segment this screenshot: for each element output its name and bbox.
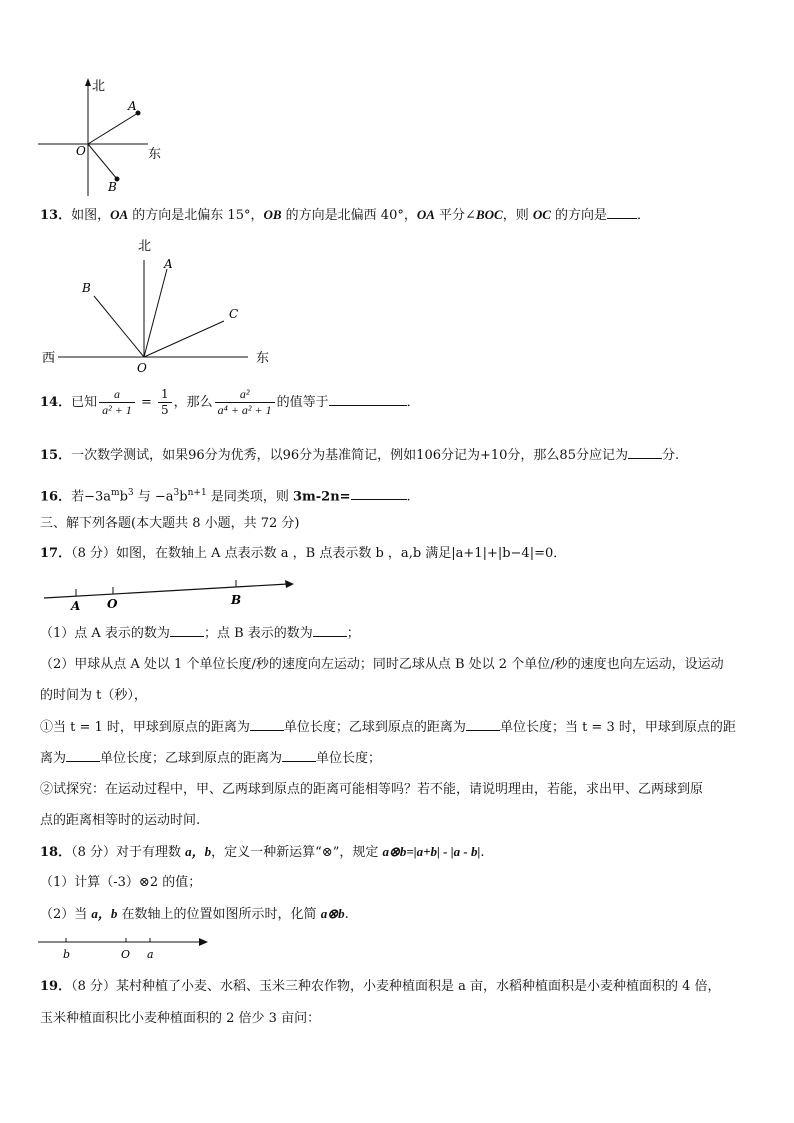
label-north: 北 [138,239,152,254]
number-line-q18 [36,932,216,966]
label-north: 北 [92,79,106,94]
ray-oc [144,321,224,357]
label-east: 东 [256,351,270,366]
compass-figure-q12 [30,70,180,200]
answer-blank [313,624,347,637]
axis-arrow [285,580,294,588]
fraction-2: $\frac{1}{5}$ [158,387,172,418]
question-17-c2-l2: 点的距离相等时的运动时间. [40,813,201,828]
ray-ob [94,296,144,357]
label-a: a [147,948,154,961]
question-17-c1-l2: 离为 单位长度；乙球到原点的距离为 单位长度； [40,751,382,766]
question-18-stem: 18．（8 分）对于有理数 a，b，定义一种新运算“⊗”，规定 a⊗b=|a+b| - |a - b|. [40,844,485,860]
answer-blank [250,718,284,731]
label-b: b [63,948,71,961]
label-east: 东 [148,147,162,162]
question-15: 15．一次数学测试，如果96分为优秀，以96分为基准简记，例如106分记为+10分，那么85分应记为 分. [40,448,680,463]
direction-figure-q13 [36,234,286,374]
label-c: C [229,307,239,321]
answer-blank [466,718,500,731]
label-o: O [76,144,86,158]
question-19-l2: 玉米种植面积比小麦种植面积的 2 倍少 3 亩问： [40,1011,321,1026]
label-west: 西 [42,351,56,366]
question-17-c2-l1: ②试探究：在运动过程中，甲、乙两球到原点的距离可能相等吗？若不能，请说明理由，若能，求出甲、乙两球到原 [40,782,704,797]
label-a: A [128,99,137,113]
answer-blank [329,393,407,406]
question-17-part2-l1: （2）甲球从点 A 处以 1 个单位长度/秒的速度向左运动；同时乙球从点 B 处以 2 个单位/秒的速度也向左运动，设运动 [40,657,724,672]
fraction-3: $\frac{\text{a²}}{\text{a⁴ + a² + 1}}$ [215,387,275,418]
label-o: O [121,948,131,961]
question-17-stem: 17．（8 分）如图，在数轴上 A 点表示数 a ，B 点表示数 b ，a,b 满足|a+1|+|b−4|=0． [40,546,567,561]
ray-oa [88,113,138,144]
label-o: O [137,361,147,374]
answer-blank [628,446,662,459]
question-17-part1: （1）点 A 表示的数为 ；点 B 表示的数为 ； [40,626,360,641]
label-b: B [108,180,117,194]
fraction-1: $\frac{a}{\text{a² + 1}}$ [99,387,135,418]
ray-ob [88,144,117,179]
axis-arrow [199,938,208,946]
section-heading: 三、解下列各题(本大题共 8 小题，共 72 分) [40,516,300,531]
axis-line [44,584,288,598]
north-arrow [85,78,91,86]
answer-blank [170,624,204,637]
question-13: 13．如图，OA 的方向是北偏东 15°，OB 的方向是北偏西 40°，OA 平分∠BOC，则 OC 的方向是 ． [40,207,651,223]
question-17-part2-l2: 的时间为 t（秒）， [40,688,147,703]
answer-blank [607,206,637,219]
number-line-q17 [40,574,320,616]
label-b: B [231,593,242,607]
question-18-part1: （1）计算（-3）⊗2 的值； [40,875,202,890]
label-b: B [82,281,91,295]
label-a: A [164,257,173,271]
ray-oa [144,269,167,357]
question-17-c1-l1: ①当 t = 1 时，甲球到原点的距离为 单位长度；乙球到原点的距离为 单位长度；当 t = 3 时，甲球到原点的距 [40,720,736,735]
question-19-l1: 19．（8 分）某村种植了小麦、水稻、玉米三种农作物，小麦种植面积是 a 亩，水稻种植面积是小麦种植面积的 4 倍， [40,979,721,994]
answer-blank [351,487,407,500]
answer-blank [66,749,100,762]
label-o: O [107,597,118,611]
label-a: A [71,599,81,613]
question-14: 14．已知 $\frac{a}{\text{a² + 1}}$ = $\frac{1}{5}$ ，那么 $\frac{\text{a²}}{\text{a⁴ + a² + 1}}$ 的值等于 ． [40,387,420,417]
question-16: 16．若$-3a^mb^3$ 与 $-a^3b^{n+1}$ 是同类项，则 3m-2n= . [40,488,411,505]
question-18-part2: （2）当 a，b 在数轴上的位置如图所示时，化简 a⊗b. [40,906,349,922]
answer-blank [282,749,316,762]
